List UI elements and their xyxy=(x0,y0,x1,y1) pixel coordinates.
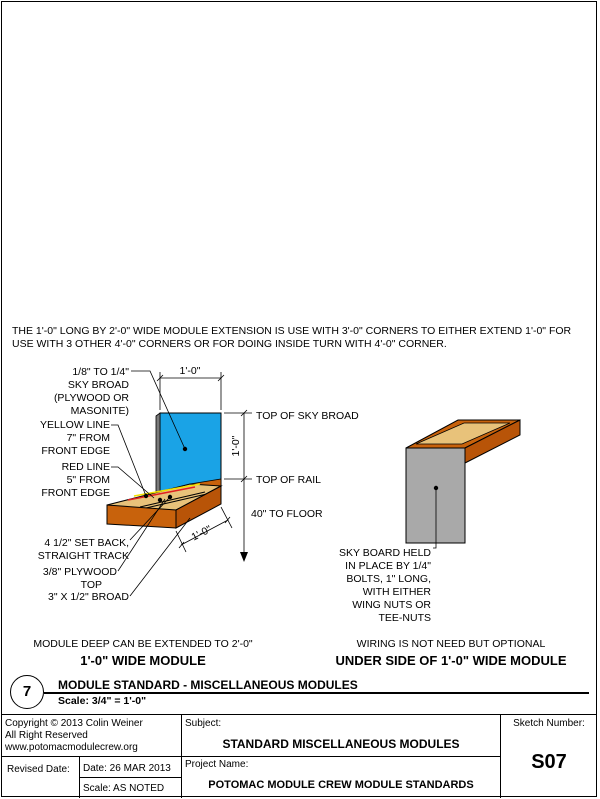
right-note: WIRING IS NOT NEED BUT OPTIONAL xyxy=(356,638,546,650)
label-right-1: IN PLACE BY 1/4" xyxy=(345,560,431,572)
label-red-2: FRONT EDGE xyxy=(41,487,110,499)
right-labels xyxy=(339,547,431,624)
label-top-rail: TOP OF RAIL xyxy=(256,474,321,486)
sky-board-gray xyxy=(406,448,465,543)
left-note: MODULE DEEP CAN BE EXTENDED TO 2'-0" xyxy=(33,638,253,650)
label-sky-board-0: 1/8" TO 1/4" xyxy=(72,366,129,378)
label-yellow-1: 7" FROM xyxy=(66,432,110,444)
section-rule xyxy=(44,692,589,694)
label-dim-side: 1'-0" xyxy=(230,435,242,457)
label-dim-bottom: 1'-0" xyxy=(189,523,214,544)
label-dim-top: 1'-0" xyxy=(179,365,201,377)
label-right-0: SKY BOARD HELD xyxy=(338,547,431,559)
section-title: MODULE STANDARD - MISCELLANEOUS MODULES xyxy=(58,678,358,692)
label-sky-board-2: (PLYWOOD OR xyxy=(53,392,129,404)
sketch-label: Sketch Number: xyxy=(513,718,585,729)
label-setback-1: STRAIGHT TRACK xyxy=(37,550,129,562)
section-number-circle xyxy=(10,675,44,709)
revised-label: Revised Date: xyxy=(7,764,70,775)
subject-value: STANDARD MISCELLANEOUS MODULES xyxy=(222,737,460,751)
sketch-number: S07 xyxy=(531,751,567,773)
label-sky-board-1: SKY BROAD xyxy=(67,379,129,391)
right-title: UNDER SIDE OF 1'-0" WIDE MODULE xyxy=(335,653,567,668)
date-value: Date: 26 MAR 2013 xyxy=(83,763,171,774)
label-right-3: WITH EITHER xyxy=(362,586,431,598)
copyright: Copyright © 2013 Colin Weiner xyxy=(5,718,143,729)
label-yellow-2: FRONT EDGE xyxy=(41,445,110,457)
label-top-sky: TOP OF SKY BROAD xyxy=(256,410,359,422)
intro-text: THE 1'-0" LONG BY 2'-0" WIDE MODULE EXTENSION IS USE WITH 3'-0" CORNERS TO EITHER EXTEND 1'-0" FOR USE WITH 3 OTHER 4'-0" CORNERS OR FOR DOING INSIDE TURN WITH 4'-0" CORNER. xyxy=(12,325,572,350)
label-yellow-0: YELLOW LINE xyxy=(39,419,110,431)
label-sky-board-3: MASONITE) xyxy=(70,405,129,417)
project-label: Project Name: xyxy=(185,759,249,770)
label-red-1: 5" FROM xyxy=(66,474,110,486)
label-right-5: TEE-NUTS xyxy=(378,612,431,624)
subject-label: Subject: xyxy=(185,718,222,729)
website: www.potomacmodulecrew.org xyxy=(5,742,138,753)
title-block xyxy=(1,714,597,798)
left-title: 1'-0" WIDE MODULE xyxy=(80,653,206,668)
label-plywood-1: TOP xyxy=(80,579,102,591)
right-module-drawing xyxy=(406,420,520,548)
label-broad: 3" X 1/2" BROAD xyxy=(48,591,129,603)
label-red-0: RED LINE xyxy=(61,461,110,473)
section-number: 7 xyxy=(22,683,32,700)
label-plywood-0: 3/8" PLYWOOD xyxy=(42,566,117,578)
scale-value: Scale: AS NOTED xyxy=(83,783,165,794)
project-value: POTOMAC MODULE CREW MODULE STANDARDS xyxy=(208,779,474,791)
label-floor: 40" TO FLOOR xyxy=(251,508,323,520)
label-right-4: WING NUTS OR xyxy=(352,599,431,611)
label-right-2: BOLTS, 1" LONG, xyxy=(346,573,431,585)
label-setback-0: 4 1/2" SET BACK, xyxy=(44,537,129,549)
section-scale: Scale: 3/4" = 1'-0" xyxy=(58,695,147,707)
rights: All Right Reserved xyxy=(5,730,88,741)
